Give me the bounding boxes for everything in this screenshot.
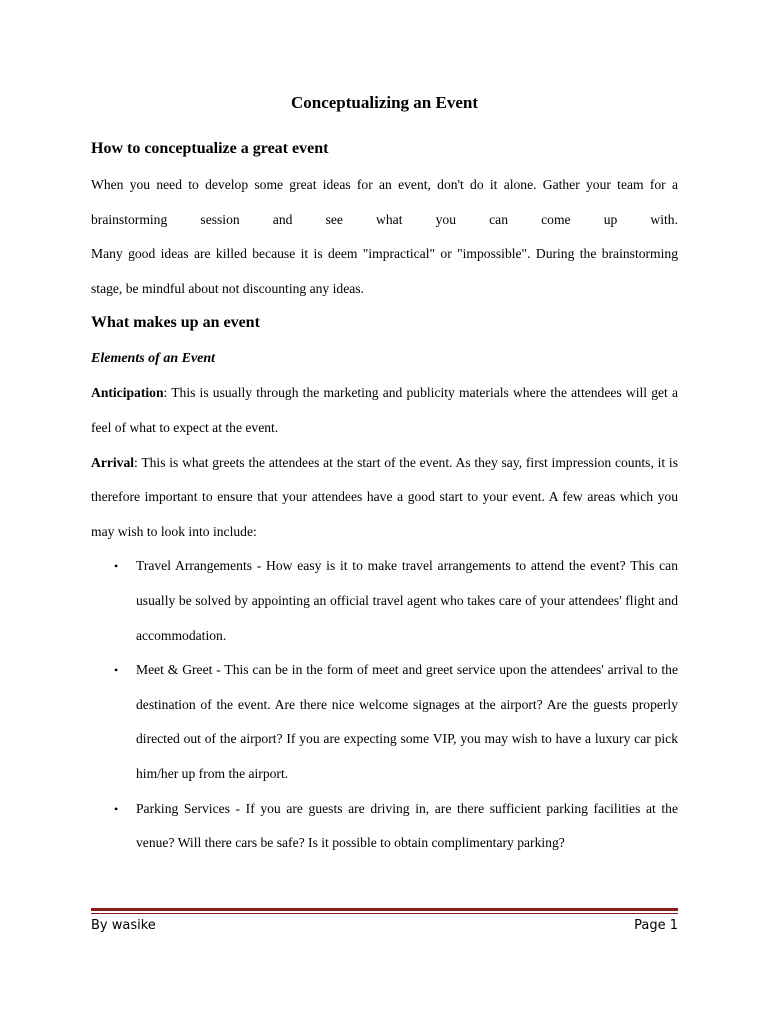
arrival-bullet-list bbox=[91, 549, 678, 860]
list-item-text: Travel Arrangements - How easy is it to make travel arrangements to attend the event? This can usually be solved by appointing an official travel agent who takes care of your attendees' flight and accommodation. bbox=[136, 558, 678, 643]
footer-rule-thick bbox=[91, 908, 678, 911]
intro-line-1: When you need to develop some great ideas for an event, don't do it alone. Gather your team for a bbox=[91, 177, 678, 192]
footer-page-number: Page 1 bbox=[634, 918, 678, 933]
section-heading-conceptualize: How to conceptualize a great event bbox=[91, 140, 329, 157]
footer-rule-thin bbox=[91, 913, 678, 914]
list-item-text: Meet & Greet - This can be in the form of meet and greet service upon the attendees' arrival to the destination of the event. Are there nice welcome signages at the airport? Are the guests properly directed out of the airport? If you are expecting some VIP, you may wish to have a luxury car pick him/her up from the airport. bbox=[136, 662, 678, 781]
list-item-text: Parking Services - If you are guests are driving in, are there sufficient parking facilities at the venue? Will there cars be safe? Is it possible to obtain complimentary parking? bbox=[136, 800, 678, 851]
arrival-paragraph bbox=[91, 446, 678, 550]
document-title: Conceptualizing an Event bbox=[290, 93, 479, 112]
footer-author: By wasike bbox=[91, 918, 156, 933]
intro-line-2: brainstorming session and see what you can come up with. bbox=[91, 211, 678, 227]
anticipation-label: Anticipation bbox=[91, 385, 164, 401]
page-footer bbox=[91, 908, 678, 935]
bullet-icon: • bbox=[114, 663, 119, 678]
list-item bbox=[91, 549, 678, 653]
list-item bbox=[91, 792, 678, 861]
bullet-icon: • bbox=[114, 801, 119, 816]
anticipation-text: : This is usually through the marketing and publicity materials where the attendees will get a feel of what to expect at the event. bbox=[91, 385, 678, 435]
subheading-elements: Elements of an Event bbox=[91, 351, 216, 367]
intro-paragraph bbox=[91, 168, 678, 306]
document-body bbox=[91, 88, 678, 861]
bullet-icon: • bbox=[114, 559, 119, 574]
intro-rest: Many good ideas are killed because it is deem "impractical" or "impossible". During the brainstorming stage, be mindful about not discounting any ideas. bbox=[91, 246, 678, 296]
anticipation-paragraph bbox=[91, 376, 678, 445]
section-heading-makes-up: What makes up an event bbox=[91, 314, 260, 332]
arrival-label: Arrival bbox=[91, 454, 135, 470]
list-item bbox=[91, 653, 678, 791]
footer-row bbox=[91, 917, 678, 935]
arrival-text: : This is what greets the attendees at the start of the event. As they say, first impression counts, it is therefore important to ensure that your attendees have a good start to your event. A few areas which you may wish to look into include: bbox=[91, 454, 678, 539]
